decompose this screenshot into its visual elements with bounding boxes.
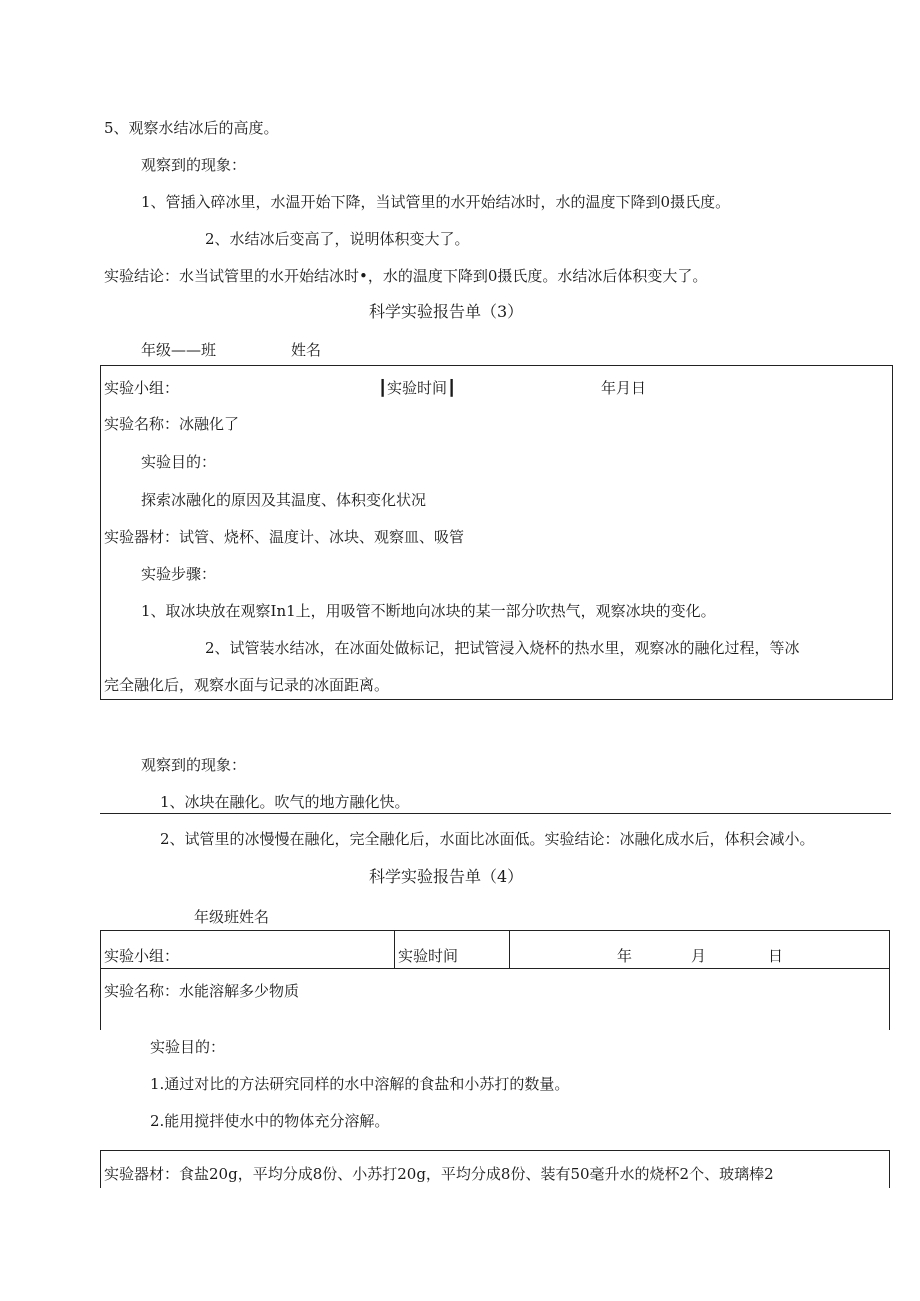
report3-observation-2: 2、试管里的冰慢慢在融化，完全融化后，水面比冰面低。实验结论：冰融化成水后，体积会减小。 <box>160 830 815 848</box>
report3-title: 科学实验报告单（3） <box>369 302 524 321</box>
report4-purpose-label: 实验目的： <box>150 1038 226 1056</box>
step5-text: 5、观察水结冰后的高度。 <box>104 119 279 137</box>
report4-materials-right <box>889 1150 890 1188</box>
observation-1: 1、管插入碎冰里，水温开始下降，当试管里的水开始结冰时，水的温度下降到0摄氏度。 <box>141 193 731 211</box>
report3-steps-label: 实验步骤： <box>141 565 217 583</box>
divider-line <box>100 813 891 814</box>
report4-month: 月 <box>691 947 707 965</box>
report3-step-2b: 完全融化后，观察水面与记录的冰面距离。 <box>104 676 390 694</box>
report3-grade-line: 年级——班 <box>141 341 217 359</box>
report3-step-2a: 2、试管装水结冰，在冰面处做标记，把试管浸入烧杯的热水里，观察冰的融化过程，等冰 <box>205 639 800 657</box>
report3-purpose-text: 探索冰融化的原因及其温度、体积变化状况 <box>141 491 427 509</box>
report3-exp-name: 实验名称：冰融化了 <box>104 415 240 433</box>
report4-materials: 实验器材：食盐20g，平均分成8份、小苏打20g，平均分成8份、装有50毫升水的烧杯2个、玻璃棒2 <box>104 1165 774 1183</box>
report4-purpose-1: 1.通过对比的方法研究同样的水中溶解的食盐和小苏打的数量。 <box>150 1075 570 1093</box>
report4-title: 科学实验报告单（4） <box>369 867 524 886</box>
report3-materials: 实验器材：试管、烧杯、温度计、冰块、观察皿、吸管 <box>104 528 465 546</box>
report3-observation-1: 1、冰块在融化。吹气的地方融化快。 <box>160 793 410 811</box>
report4-day: 日 <box>768 947 784 965</box>
report3-date-label: 年月日 <box>601 379 647 397</box>
report4-year: 年 <box>617 947 633 965</box>
report3-purpose-label: 实验目的： <box>141 453 217 471</box>
report4-right-border <box>889 930 890 1030</box>
report3-group-label: 实验小组： <box>104 379 180 397</box>
report4-table-top <box>100 930 890 931</box>
observation-2: 2、水结冰后变高了，说明体积变大了。 <box>205 230 470 248</box>
report4-row-divider <box>100 968 890 969</box>
report3-name-label: 姓名 <box>291 341 322 359</box>
report3-step-1: 1、取冰块放在观察In1上，用吸管不断地向冰块的某一部分吹热气，观察冰块的变化。 <box>141 602 716 620</box>
report4-left-border <box>100 930 101 1030</box>
report4-time-label: 实验时间 <box>398 947 459 965</box>
report4-materials-left <box>100 1150 101 1188</box>
report4-purpose-2: 2.能用搅拌使水中的物体充分溶解。 <box>150 1112 390 1130</box>
report4-materials-top <box>100 1150 890 1151</box>
report4-col-divider-2 <box>509 930 510 968</box>
report4-exp-name: 实验名称：水能溶解多少物质 <box>104 982 300 1000</box>
report4-group-label: 实验小组： <box>104 947 180 965</box>
report4-grade-line: 年级班姓名 <box>194 908 270 926</box>
report3-observed-label: 观察到的现象： <box>141 756 247 774</box>
report3-time-label: ┃实验时间┃ <box>378 379 457 397</box>
report4-col-divider-1 <box>394 930 395 968</box>
conclusion-text: 实验结论：水当试管里的水开始结冰时•，水的温度下降到0摄氏度。水结冰后体积变大了。 <box>104 267 708 285</box>
observed-label: 观察到的现象： <box>141 156 247 174</box>
